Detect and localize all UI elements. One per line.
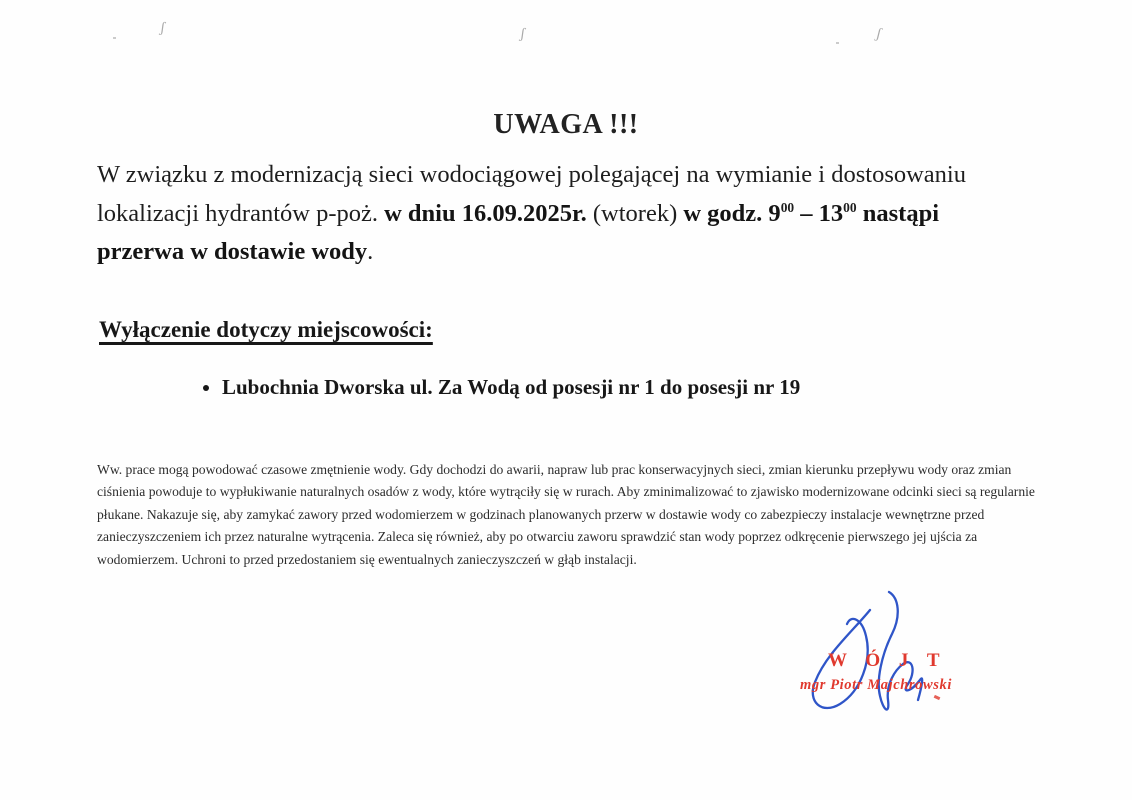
scan-speck	[836, 42, 839, 44]
announcement-superscript: 00	[780, 199, 795, 215]
fine-print-paragraph: Ww. prace mogą powodować czasowe zmętnienie wody. Gdy dochodzi do awarii, napraw lub prac konserwacyjnych sieci, zmian kierunku przepływu wody oraz zmian ciśnienia powoduje to wypłukiwanie naturalnych osadów z wody, które wytrąciły się w rurach. Aby zminimalizować to zjawisko modernizowane odcinki sieci są regularnie płukane. Nakazuje się, aby zamykać zawory przed wodomierzem w godzinach planowanych przerw w dostawie wody co zabezpieczy instalacje wewnętrzne przed zanieczyszczeniem ich przez naturalne wytrącenia. Zaleca się również, aby po otwarciu zaworu sprawdzić stan wody poprzez odkręcenie pierwszego jej ujścia za wodomierzem. Uchroni to przed przedostaniem się ewentualnych zanieczyszczeń w głąb instalacji.	[97, 462, 1035, 567]
scan-artifact-icon: ʃ	[158, 19, 167, 37]
stamp-signer-name: mgr Piotr Majchrowski	[800, 677, 952, 693]
stamp-role-wojt: W Ó J T	[828, 650, 947, 671]
scan-speck	[113, 37, 116, 39]
page-title: UWAGA !!!	[493, 109, 639, 140]
announcement-superscript: 00	[843, 199, 857, 215]
announcement-date: w dniu 16.09.2025r.	[384, 199, 587, 227]
section-heading: Wyłączenie dotyczy miejscowości:	[99, 317, 433, 342]
scan-artifact-icon: ʃ	[874, 25, 883, 43]
list-item-location: • Lubochnia Dworska ul. Za Wodą od posesji nr 1 do posesji nr 19	[222, 372, 1017, 402]
announcement-weekday: (wtorek)	[586, 199, 684, 227]
locations-list	[97, 372, 1017, 402]
signature-block	[778, 588, 1048, 738]
scan-artifact-icon: ʃ	[518, 25, 527, 43]
announcement-time-end: nastąpi przerwa w dostawie wody	[97, 199, 940, 265]
announcement-time-dash: – 13	[794, 199, 844, 227]
announcement-intro: W związku z modernizacją sieci wodociągowej polegającej na wymianie i dostosowaniu lokalizacji hydrantów p-poż.	[97, 161, 966, 227]
announcement-paragraph	[97, 156, 1003, 272]
announcement-period: .	[367, 238, 374, 265]
announcement-time-start: w godz. 9	[683, 199, 781, 227]
